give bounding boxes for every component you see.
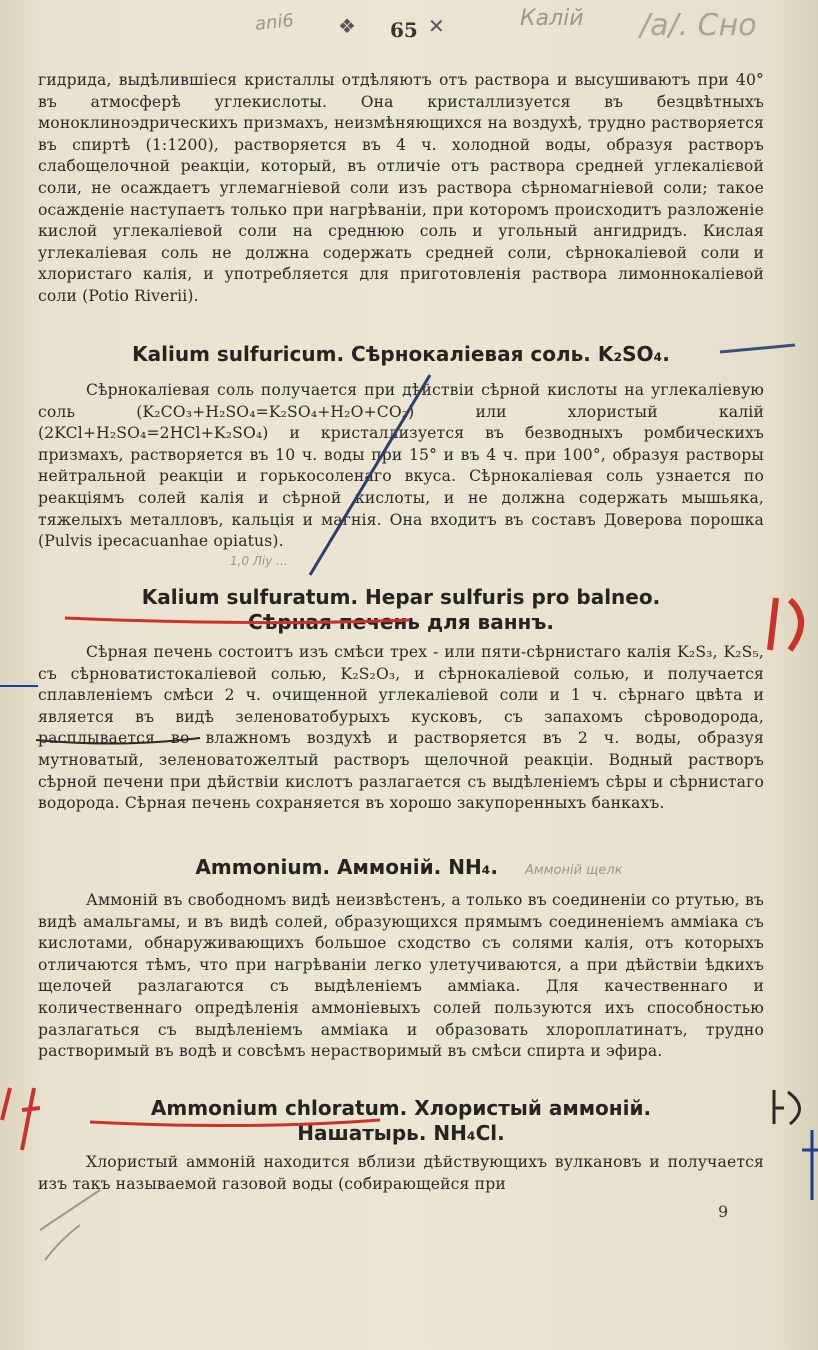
underline-kuskov (36, 738, 200, 744)
red-margin-mark (770, 598, 801, 650)
kalium-sulfuricum-paragraph: Сѣрнокаліевая соль получается при дѣйствіи сѣрной кислоты на углекаліевую соль (K₂CO₃+H₂SO₄=K₂SO₄+H₂O+CO₂) или хлористый калій (2KCl+H₂SO₄=2HCl+K₂SO₄) и кристаллизуется въ безводныхъ ромбическихъ призмахъ, растворяется въ 10 ч. воды при 15° и въ 4 ч. при 100°, образуя растворы нейтральной реакціи и горькосоленаго вкуса. Сѣрнокаліевая соль узнается по реакціямъ солей калія и сѣрной кислоты, и не должна содержать мышьяка, тяжелыхъ металловъ, кальція и магнія. Она входитъ въ составъ Доверова порошка (Pulvis ipecacuanhae opiatus). (38, 381, 764, 551)
heading-ammonium-chloratum-line2: Нашатырь. NH₄Cl. (297, 1121, 505, 1145)
blue-cross-mark (802, 1130, 818, 1200)
heading-ammonium-text: Ammonium. Аммоній. NH₄. (195, 855, 499, 879)
stamp-icon-2: ✕ (428, 14, 445, 38)
signature-mark: 9 (718, 1202, 729, 1221)
margin-mark-yu (774, 1090, 800, 1124)
header-mark-kaliy: Калій (520, 6, 584, 31)
pencil-slash (310, 375, 430, 575)
page-number: 65 (390, 18, 418, 42)
ammonium-paragraph: Аммоній въ свободномъ видѣ неизвѣстенъ, а только въ соединеніи со ртутью, въ видѣ амальгамы, и въ видѣ солей, образующихся прямымъ соединеніемъ амміака съ кислотами, обнаруживающихъ большое сходство съ солями калія, отъ которыхъ отличаются тѣмъ, что при нагрѣваніи легко улетучиваются, а при дѣйствіи ѣдкихъ щелочей разлагаются съ выдѣленіемъ амміака. Для качественнаго и количественнаго опредѣленія аммоніевыхъ солей пользуются ихъ способностью разлагаться съ выдѣленіемъ амміака и образовать хлороплатинатъ, трудно растворимый въ водѣ и совсѣмъ нерастворимый въ смѣси спирта и эфира. (38, 891, 764, 1061)
stamp-icon: ❖ (338, 14, 356, 38)
red-number-14 (2, 1088, 40, 1150)
red-underline-chloratum (90, 1120, 380, 1126)
faint-pencil-scribble (40, 1190, 100, 1260)
ammonium-chloratum-paragraph: Хлористый аммоній находится вблизи дѣйствующихъ вулкановъ и получается изъ такъ называемой газовой воды (собирающейся при (38, 1153, 764, 1193)
heading-kalium-sulfuratum-line2: Сѣрная печень для ваннъ. (248, 610, 554, 634)
red-underline-sulfuratum (65, 618, 410, 623)
pencil-stroke-heading (720, 345, 795, 352)
heading-ammonium-chloratum-line1: Ammonium chloratum. Хлористый аммоній. (150, 1096, 652, 1120)
header-mark-right: /а/. Сно (640, 8, 757, 43)
pencil-note-ammonium: Аммоній щелк (525, 863, 623, 878)
pencil-note-dose: 1,0 Ліу ... (230, 554, 288, 568)
kalium-sulfuratum-paragraph: Сѣрная печень состоитъ изъ смѣси трех - или пяти-сѣрнистаго калія K₂S₃, K₂S₅, съ сѣрноватистокаліевой солью, K₂S₂O₃, и сѣрнокаліевой солью, и получается сплавленіемъ смѣси 2 ч. очищенной углекаліевой соли и 1 ч. сѣрнаго цвѣта и является въ видѣ зеленоватобурыхъ кусковъ, съ запахомъ сѣроводорода, расплывается во влажномъ воздухѣ и растворяется въ 2 ч. воды, образуя мутноватый, зеленоватожелтый растворъ щелочной реакціи. Водный растворъ сѣрной печени при дѣйствіи кислотъ разлагается съ выдѣленіемъ сѣры и сѣрнистаго водорода. Сѣрная печень сохраняется въ хорошо закупоренныхъ банкахъ. (38, 643, 764, 813)
heading-kalium-sulfuricum: Kalium sulfuricum. Сѣрнокаліевая соль. K₂SO₄. (132, 342, 670, 366)
intro-paragraph: гидрида, выдѣлившіеся кристаллы отдѣляютъ отъ раствора и высушиваютъ при 40° въ атмосферѣ углекислоты. Она кристаллизуется въ безцвѣтныхъ моноклиноэдрическихъ призмахъ, неизмѣняющихся на воздухѣ, трудно растворяется въ спиртѣ (1:1200), растворяется въ 4 ч. холодной воды, образуя растворъ слабощелочной реакціи, который, въ отличіе отъ раствора средней углекалієвой соли, не осаждаетъ углемагніевой соли изъ раствора сѣрномагніевой соли; такое осажденіе наступаетъ только при нагрѣваніи, при которомъ происходитъ разложеніе кислой углекаліевой соли на среднюю соль и угольный ангидридъ. Кислая углекаліевая соль не должна содержать средней соли, сѣрнокаліевой соли и хлористаго калія, и употребляется для приготовленія раствора лимоннокаліевой соли (Potio Riverii). (38, 71, 764, 305)
heading-kalium-sulfuratum-line1: Kalium sulfuratum. Hepar sulfuris pro balneo. (141, 585, 661, 609)
header-mark-left: ani6 (254, 10, 295, 35)
